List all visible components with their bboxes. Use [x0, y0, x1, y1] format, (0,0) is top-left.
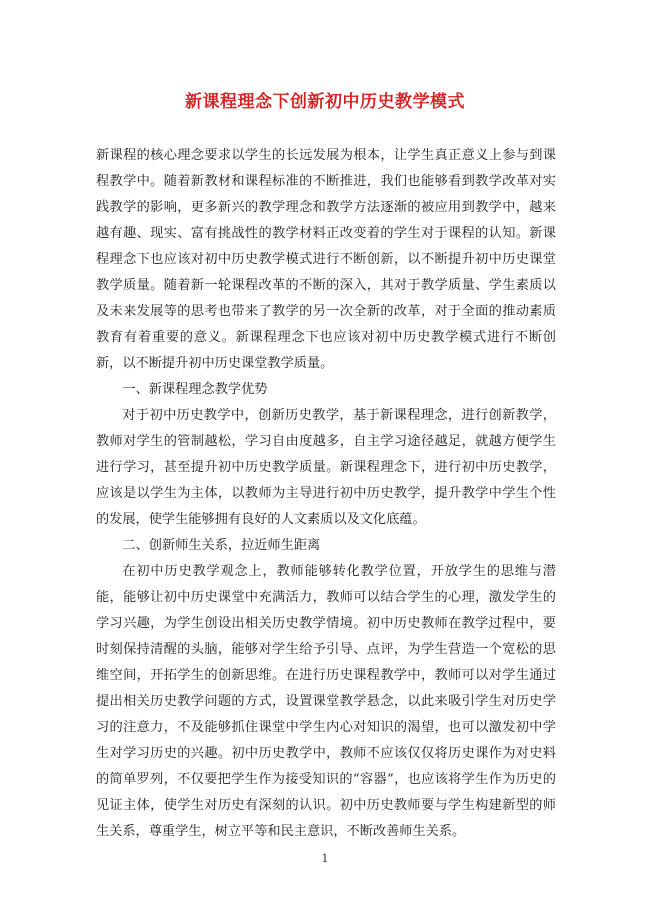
document-title: 新课程理念下创新初中历史教学模式	[185, 92, 465, 112]
paragraph-intro: 新课程的核心理念要求以学生的长远发展为根本，让学生真正意义上参与到课程教学中。随着新教材和课程标准的不断推进，我们也能够看到教学改革对实践教学的影响，更多新兴的教学理念和教学方法逐渐的被应用到教学中，越来越有趣、现实、富有挑战性的教学材料正改变着的学生对于课程的认知。新课程理念下也应该对初中历史教学模式进行不断创新，以不断提升初中历史课堂教学质量。随着新一轮课程改革的不断的深入，其对于教学质量、学生素质以及未来发展等的思考也带来了教学的另一次全新的改革，对于全面的推动素质教育有着重要的意义。新课程理念下也应该对初中历史教学模式进行不断创新，以不断提升初中历史课堂教学质量。	[96, 148, 556, 371]
section-heading-1: 一、新课程理念教学优势	[122, 382, 268, 397]
section-heading-2: 二、创新师生关系，拉近师生距离	[122, 538, 321, 553]
page-number: 1	[321, 852, 329, 865]
document-body	[96, 143, 556, 845]
paragraph-section-1: 对于初中历史教学中，创新历史教学，基于新课程理念，进行创新教学，教师对学生的管制越松，学习自由度越多，自主学习途径越足，就越方便学生进行学习，甚至提升初中历史教学质量。新课程理念下，进行初中历史教学，应该是以学生为主体，以教师为主导进行初中历史教学，提升教学中学生个性的发展，使学生能够拥有良好的人文素质以及文化底蕴。	[96, 408, 556, 527]
paragraph-section-2: 在初中历史教学观念上，教师能够转化教学位置，开放学生的思维与潜能，能够让初中历史课堂中充满活力，教师可以结合学生的心理，激发学生的学习兴趣，为学生创设出相关历史教学情境。初中历史教师在教学过程中，要时刻保持清醒的头脑，能够对学生给予引导、点评，为学生营造一个宽松的思维空间，开拓学生的创新思维。在进行历史课程教学中，教师可以对学生通过提出相关历史教学问题的方式，设置课堂教学悬念，以此来吸引学生对历史学习的注意力，不及能够抓住课堂中学生内心对知识的渴望，也可以激发初中学生对学习历史的兴趣。初中历史教学中，教师不应该仅仅将历史课作为对史料的简单罗列，不仅要把学生作为接受知识的“容器”，也应该将学生作为历史的见证主体，使学生对历史有深刻的认识。初中历史教师要与学生构建新型的师生关系，尊重学生，树立平等和民主意识，不断改善师生关系。	[96, 564, 556, 839]
